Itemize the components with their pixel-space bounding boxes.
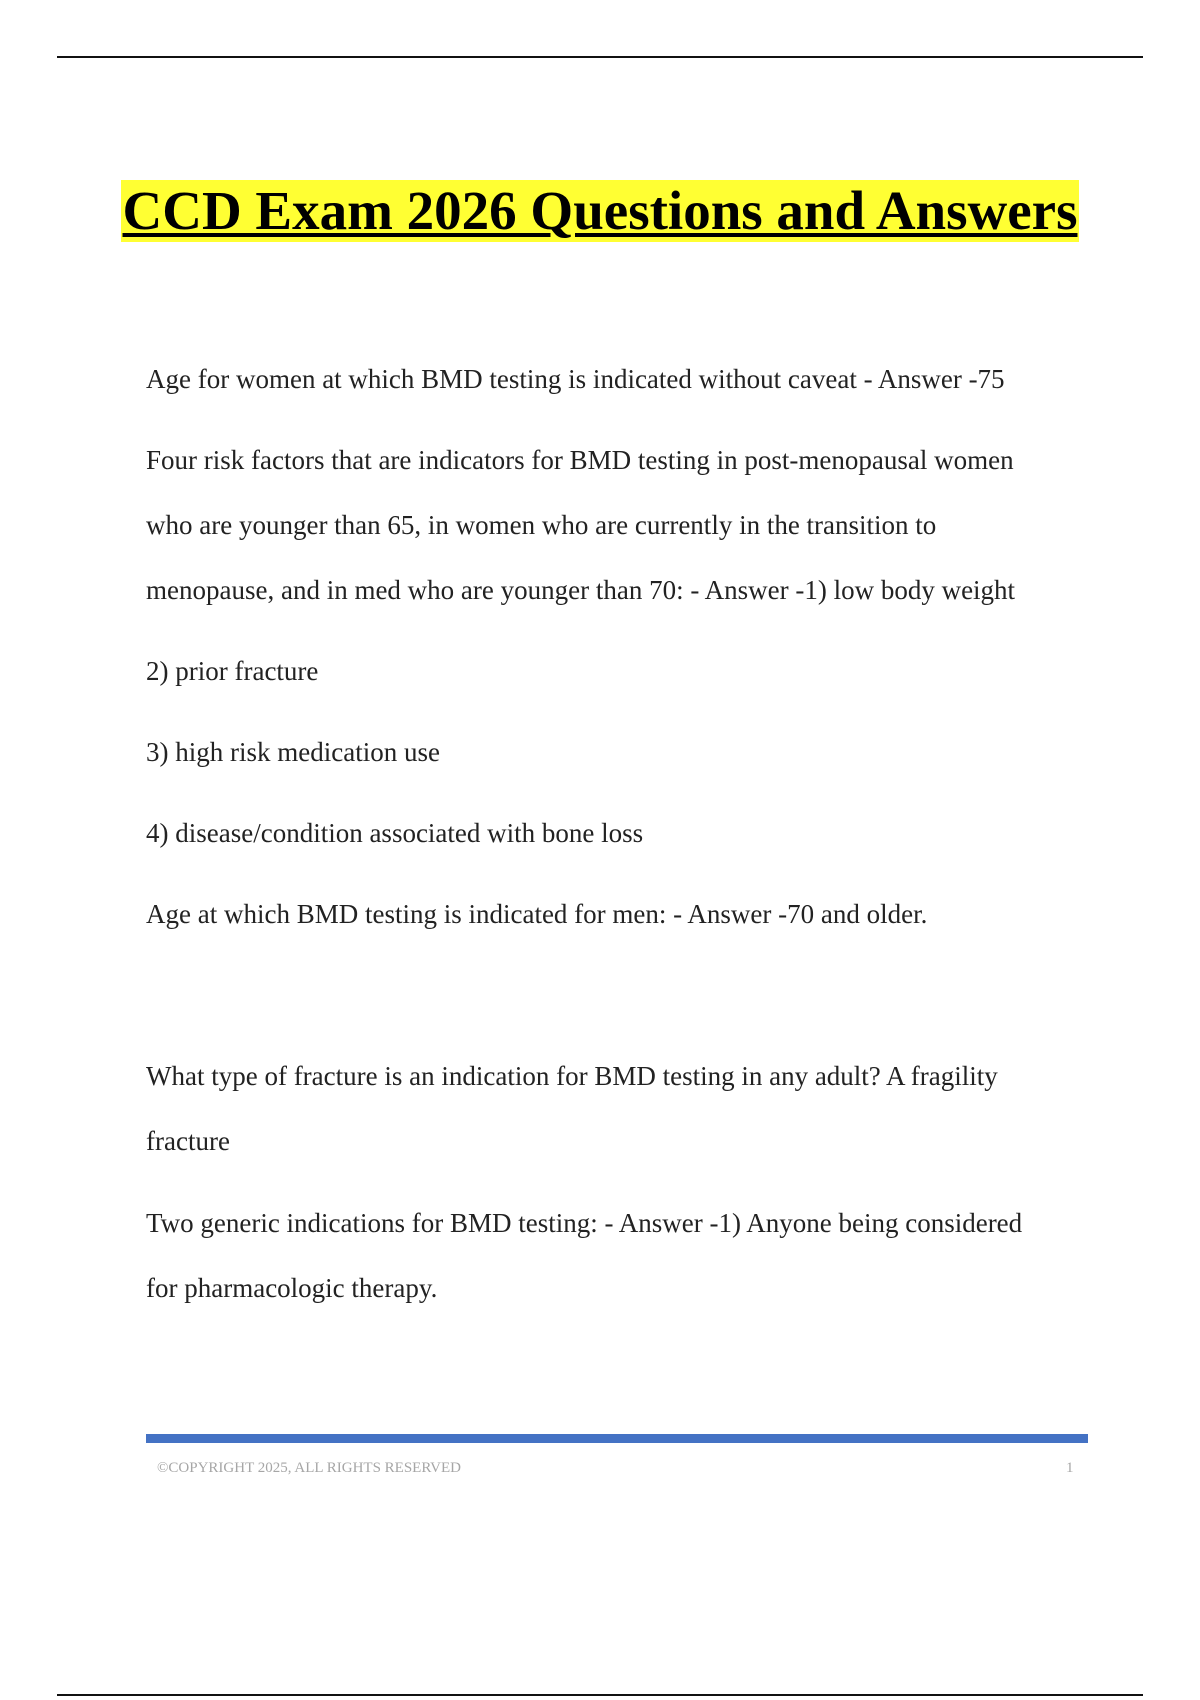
title-container (0, 180, 1200, 242)
qa-line-11: Two generic indications for BMD testing: - Answer -1) Anyone being considered (146, 1208, 1023, 1238)
qa-line-5: 2) prior fracture (146, 656, 319, 686)
qa-line-12: for pharmacologic therapy. (146, 1273, 438, 1303)
page-number: 1 (1066, 1460, 1074, 1476)
qa-line-7: 4) disease/condition associated with bone loss (146, 818, 644, 848)
qa-line-3: who are younger than 65, in women who are currently in the transition to (146, 510, 937, 540)
qa-line-1: Age for women at which BMD testing is indicated without caveat - Answer -75 (146, 364, 1005, 394)
qa-line-8: Age at which BMD testing is indicated for men: - Answer -70 and older. (146, 899, 928, 929)
qa-line-2: Four risk factors that are indicators for BMD testing in post-menopausal women (146, 445, 1014, 475)
qa-line-9: What type of fracture is an indication for BMD testing in any adult? A fragility (146, 1061, 998, 1091)
footer-copyright: ©COPYRIGHT 2025, ALL RIGHTS RESERVED (157, 1460, 461, 1476)
document-title: CCD Exam 2026 Questions and Answers (122, 180, 1078, 241)
footer-rule (57, 1694, 1143, 1696)
header-rule (57, 56, 1143, 58)
footer-bar (146, 1434, 1088, 1443)
qa-line-10: fracture (146, 1126, 230, 1156)
qa-line-4: menopause, and in med who are younger than 70: - Answer -1) low body weight (146, 575, 1016, 605)
qa-line-6: 3) high risk medication use (146, 737, 440, 767)
